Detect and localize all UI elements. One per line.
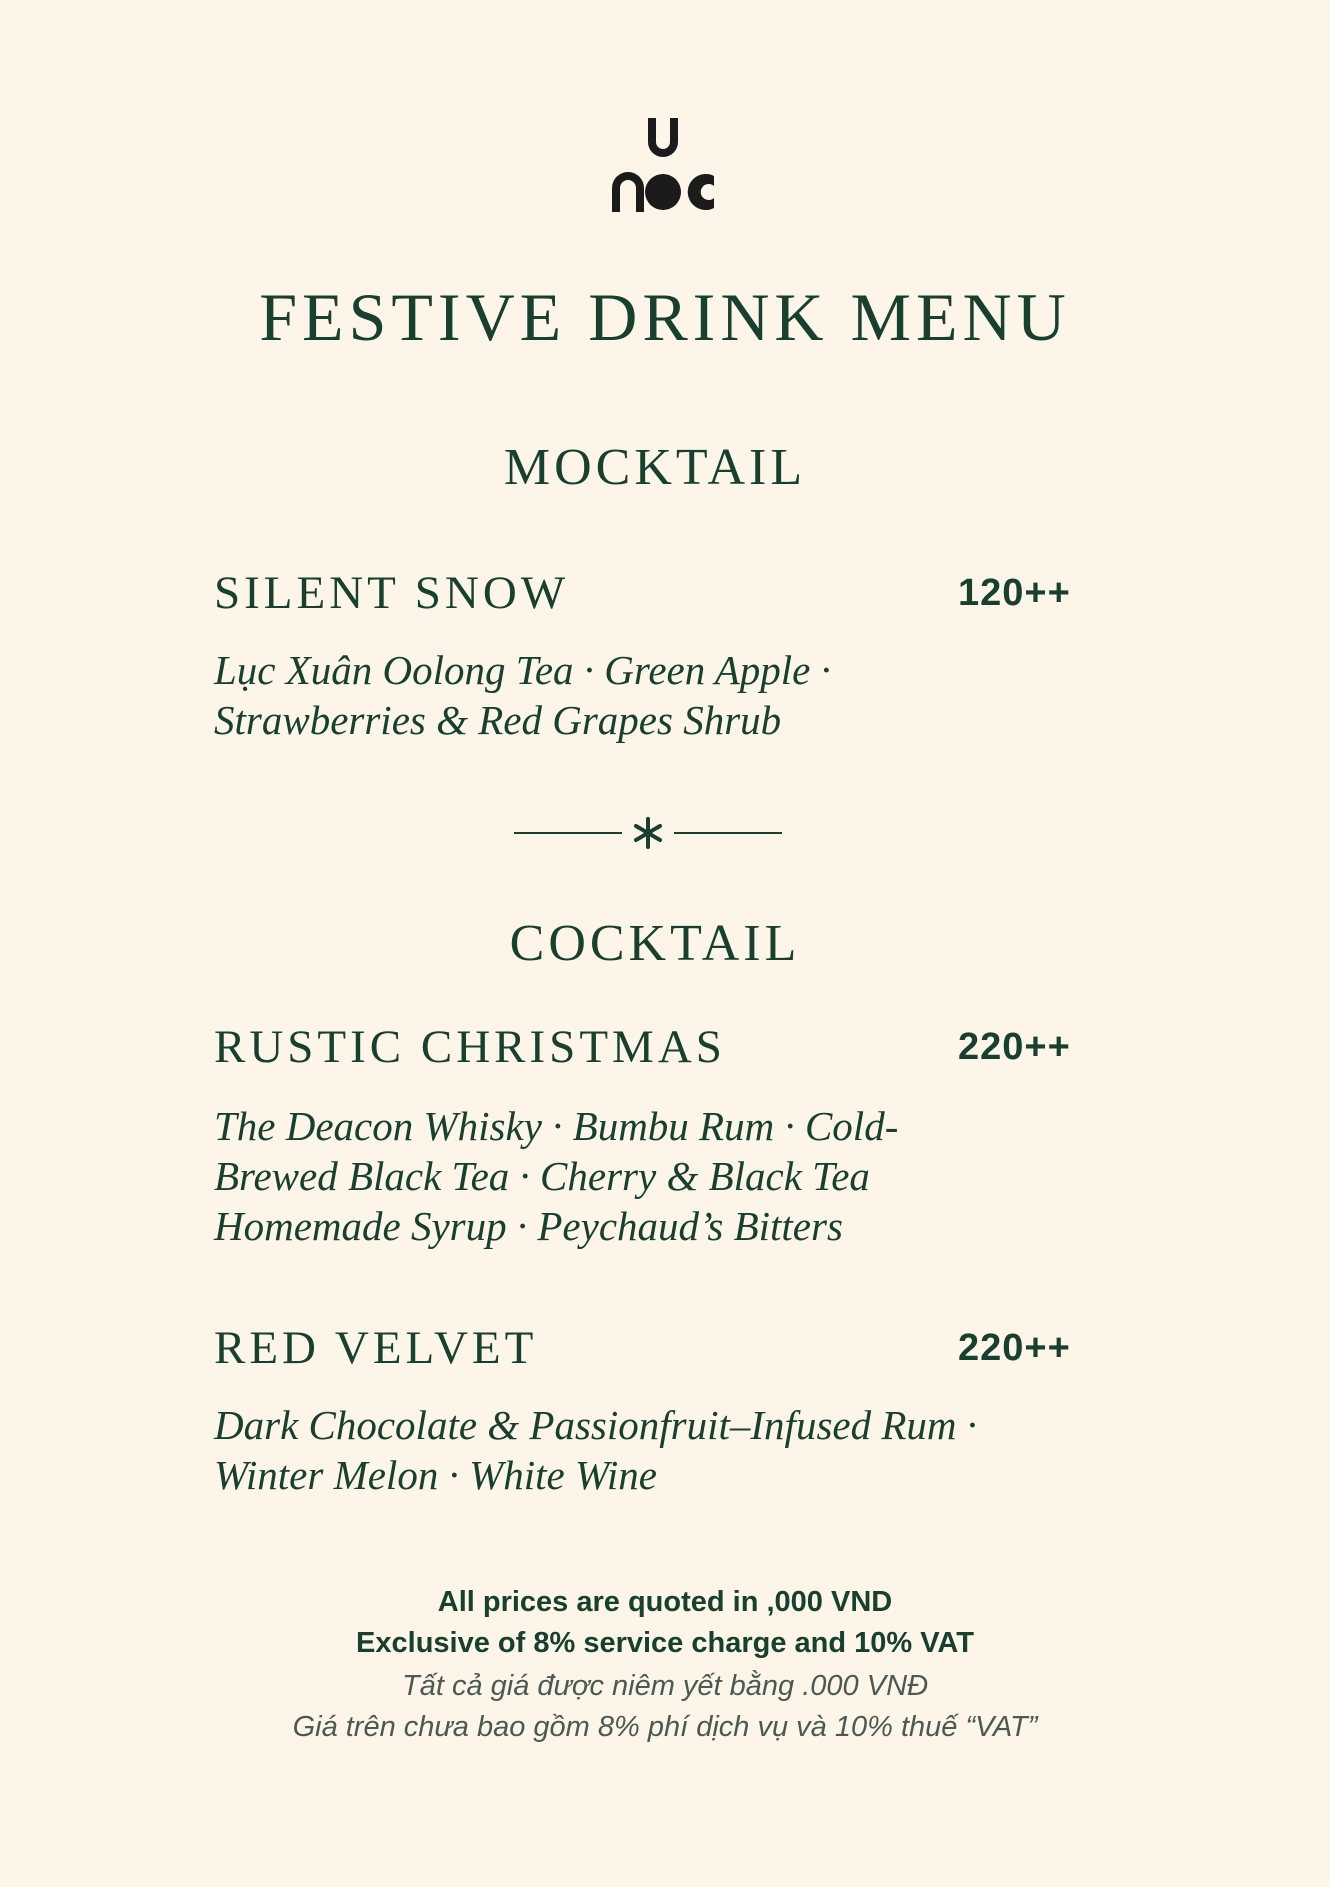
section-heading-cocktail: COCKTAIL	[509, 915, 801, 972]
item-description-line: Strawberries & Red Grapes Shrub	[214, 697, 782, 743]
item-description-line: Dark Chocolate & Passionfruit–Infused Rum ·	[214, 1402, 978, 1448]
item-price: 120++	[958, 572, 1071, 614]
item-name: RUSTIC CHRISTMAS	[214, 1021, 726, 1073]
item-name: SILENT SNOW	[214, 567, 570, 619]
item-description-line: Brewed Black Tea · Cherry & Black Tea	[214, 1153, 870, 1199]
item-name: RED VELVET	[214, 1322, 538, 1374]
item-description-line: The Deacon Whisky · Bumbu Rum · Cold-	[214, 1103, 899, 1149]
item-description	[214, 645, 1144, 745]
item-description-line: Winter Melon · White Wine	[214, 1452, 657, 1498]
footer-price-note-vi: Tất cả giá được niêm yết bằng .000 VNĐ	[402, 1670, 928, 1702]
footer-charge-note-vi: Giá trên chưa bao gồm 8% phí dịch vụ và 10% thuế “VAT”	[292, 1711, 1038, 1743]
footer-charge-note: Exclusive of 8% service charge and 10% VAT	[356, 1627, 974, 1659]
item-price: 220++	[958, 1327, 1071, 1369]
section-heading-mocktail: MOCKTAIL	[503, 439, 807, 496]
item-price: 220++	[958, 1026, 1071, 1068]
asterisk-flourish-icon	[512, 812, 784, 854]
item-description-line: Lục Xuân Oolong Tea · Green Apple ·	[214, 647, 831, 693]
page-title: FESTIVE DRINK MENU	[259, 279, 1071, 355]
item-description-line: Homemade Syrup · Peychaud’s Bitters	[214, 1203, 843, 1249]
unc-monogram-logo	[610, 116, 716, 214]
footer-price-note: All prices are quoted in ,000 VND	[437, 1586, 893, 1618]
item-description	[214, 1101, 1144, 1251]
item-description	[214, 1400, 1144, 1500]
